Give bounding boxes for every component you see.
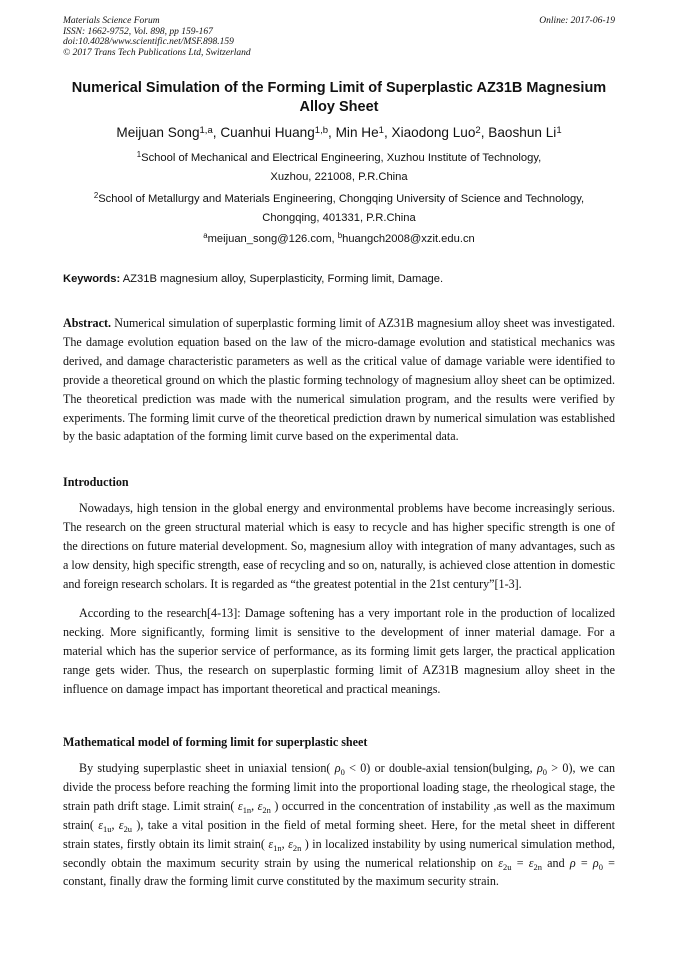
introduction-heading: Introduction (63, 475, 129, 489)
author: Cuanhui Huang$^{1,b}$, (220, 125, 336, 140)
email-b[interactable]: $^b$huangch2008@xzit.edu.cn (337, 231, 475, 245)
epsilon-symbol: ε (237, 798, 243, 813)
author: Baoshun Li$^1$ (488, 125, 562, 140)
intro-paragraph-1: Nowadays, high tension in the global energy and environmental problems have become increasingly serious. The research on the green structural material which is easy to recycle and has higher specific strength is one of the directions on future material development. So, magnesium alloy with integration of many advantages, such as a low density, high specific strength, ease of recycling and so on, naturally, is achieved close attention in domestic and foreign research scholars. It is regarded as “the greatest potential in the 21st century”[1-3]. (63, 501, 615, 591)
keywords-label: Keywords: (63, 273, 121, 285)
author: Min He$^1$, (335, 125, 392, 140)
keywords (63, 273, 615, 285)
paper-title: Numerical Simulation of the Forming Limit of Superplastic AZ31B Magnesium Alloy Sheet (71, 80, 607, 115)
abstract (63, 314, 615, 446)
author: Meijuan Song$^{1,a}$, (116, 125, 221, 140)
abstract-text: Numerical simulation of superplastic forming limit of AZ31B magnesium alloy sheet was investigated. The damage evolution equation based on the law of the micro-damage evolution and statistical mechanics was derived, and damage characteristic parameters as well as the critical value of damage variable were identified to provide a theoretical ground on which the plastic forming technology of magnesium alloy sheet can be optimized. The theoretical prediction was made with the numerical simulation program, and the results were verified by experiments. The forming limit curve of the theoretical prediction drawn by numerical simulation was established by the basic adaptation of the forming limit curve based on the experimental data. (63, 316, 615, 444)
copyright-line: © 2017 Trans Tech Publications Ltd, Switzerland (63, 47, 251, 58)
affiliation-2: $^2$School of Metallurgy and Materials Engineering, Chongqing University of Science and Technology, Chongqing, 401331, P.R.China (93, 191, 585, 224)
journal-name: Materials Science Forum (63, 16, 160, 26)
online-date: Online: 2017-06-19 (539, 16, 615, 26)
author-list (63, 124, 615, 142)
math-paragraph: By studying superplastic sheet in uniaxial tension( $\rho_0 < 0$) or double-axial tension(bulging, $\rho_0 > 0$), we can divide the process before reaching the forming limit into the proportional loading stage, the rheological stage, the strain path drift stage. Limit strain( $\varepsilon_{1n}$, $\varepsilon_{2n}$ ) occurred in the concentration of instability ,as well as the maximum strain( $\varepsilon_{1u}$, $\varepsilon_{2u}$ ), take a vital position in the field of metal forming sheet. Here, for the metal sheet in different strain states, firstly obtain its limit strain( $\varepsilon_{1n}$, $\varepsilon_{2n}$ ) in localized instability by using numerical simulation method, secondly obtain the maximum security strain by using the numerical relationship on $\varepsilon_{2u} = \varepsilon_{2n}$ and $\rho = \rho_0$ = constant, finally draw the forming limit curve constituted by the maximum security strain. (63, 761, 615, 889)
journal-header (63, 16, 251, 58)
author: Xiaodong Luo$^2$, (391, 125, 489, 140)
intro-paragraph-2: According to the research[4-13]: Damage softening has a very important role in the production of localized necking. More significantly, forming limit is sensitive to the development of inner material damage. For a material which has the superior service of performance, as its forming limit gets larger, the practical application range gets wider. Thus, the research on superplastic forming limit of AZ31B magnesium alloy sheet in the influence on damage impact has important theoretical and practical meanings. (63, 606, 615, 696)
email-a[interactable]: $^a$meijuan_song@126.com (203, 231, 332, 245)
author-emails: $^a$meijuan_song@126.com, $^b$huangch2008@xzit.edu.cn (203, 231, 475, 245)
abstract-label: Abstract. (63, 316, 112, 330)
affiliation-1: $^1$School of Mechanical and Electrical Engineering, Xuzhou Institute of Technology, Xuzhou, 221008, P.R.China (136, 150, 542, 183)
math-section-heading: Mathematical model of forming limit for superplastic sheet (63, 735, 368, 749)
rho-symbol: ρ (334, 761, 341, 775)
keywords-text: AZ31B magnesium alloy, Superplasticity, Forming limit, Damage. (122, 273, 444, 285)
doi-line: doi:10.4028/www.scientific.net/MSF.898.159 (63, 37, 234, 48)
issn-line: ISSN: 1662-9752, Vol. 898, pp 159-167 (63, 26, 213, 37)
